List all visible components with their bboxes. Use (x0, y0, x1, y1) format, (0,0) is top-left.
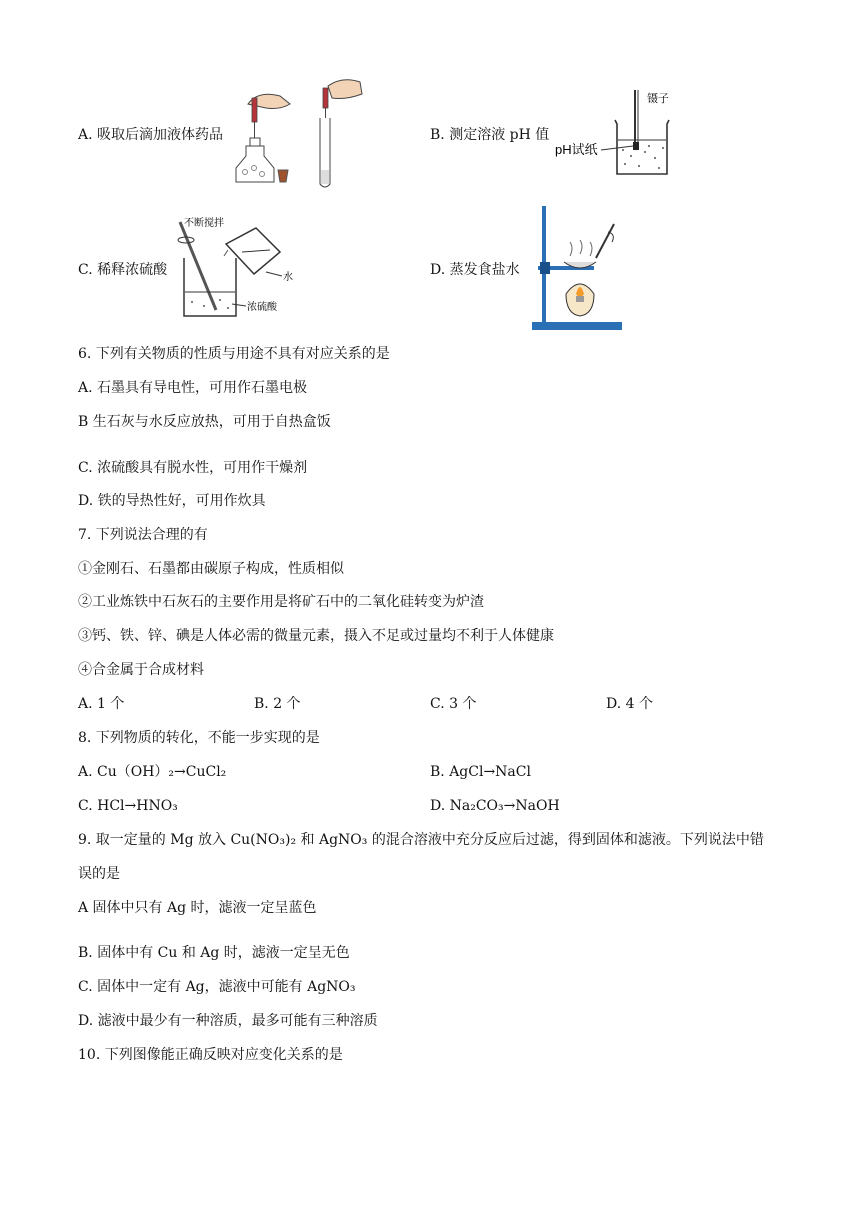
q6-option-c: C. 浓硫酸具有脱水性，可用作干燥剂 (78, 460, 308, 476)
q7-option-c: C. 3 个 (430, 696, 477, 712)
question-8-stem: 8. 下列物质的转化，不能一步实现的是 (78, 730, 320, 746)
q7-option-b: B. 2 个 (254, 696, 301, 712)
question-10-stem: 10. 下列图像能正确反映对应变化关系的是 (78, 1047, 343, 1063)
q7-option-a: A. 1 个 (78, 696, 125, 712)
dropper-figure (230, 74, 370, 194)
q7-statement-3: ③钙、铁、锌、碘是人体必需的微量元素，摄入不足或过量均不利于人体健康 (78, 628, 554, 644)
ph-test-figure (555, 84, 690, 180)
q9-option-a: A 固体中只有 Ag 时，滤液一定呈蓝色 (78, 900, 317, 916)
question-9-stem: 9. 取一定量的 Mg 放入 Cu(NO₃)₂ 和 AgNO₃ 的混合溶液中充分反应后过滤，得到固体和滤液。下列说法中错 (78, 832, 764, 848)
q7-statement-2: ②工业炼铁中石灰石的主要作用是将矿石中的二氧化硅转变为炉渣 (78, 594, 484, 610)
q7-statement-4: ④合金属于合成材料 (78, 662, 204, 678)
question-7-stem: 7. 下列说法合理的有 (78, 527, 208, 543)
q7-option-d: D. 4 个 (606, 696, 653, 712)
q9-option-c: C. 固体中一定有 Ag，滤液中可能有 AgNO₃ (78, 979, 356, 995)
q6-option-d: D. 铁的导热性好，可用作炊具 (78, 493, 266, 509)
stir-label: 不断搅拌 (184, 218, 224, 229)
q8-option-b: B. AgCl→NaCl (430, 764, 531, 780)
water-label: 水 (283, 272, 293, 283)
q8-option-c: C. HCl→HNO₃ (78, 798, 178, 814)
option-5c: C. 稀释浓硫酸 (78, 262, 168, 278)
q7-statement-1: ①金刚石、石墨都由碳原子构成，性质相似 (78, 561, 344, 577)
option-5a: A. 吸取后滴加液体药品 (78, 127, 224, 143)
acid-label: 浓硫酸 (247, 302, 277, 313)
option-5d: D. 蒸发食盐水 (430, 262, 520, 278)
tweezers-label: 镊子 (647, 93, 669, 105)
q9-option-b: B. 固体中有 Cu 和 Ag 时，滤液一定呈无色 (78, 945, 350, 961)
q8-option-d: D. Na₂CO₃→NaOH (430, 798, 560, 814)
q6-option-b: B 生石灰与水反应放热，可用于自热盒饭 (78, 414, 331, 430)
option-5b: B. 测定溶液 pH 值 (430, 127, 550, 143)
question-6-stem: 6. 下列有关物质的性质与用途不具有对应关系的是 (78, 346, 390, 362)
question-9-stem-cont: 误的是 (78, 866, 120, 882)
q6-option-a: A. 石墨具有导电性，可用作石墨电极 (78, 380, 308, 396)
dilution-figure (170, 210, 305, 325)
evaporation-figure (528, 204, 628, 334)
ph-paper-label: pH试纸 (555, 142, 598, 157)
q8-option-a: A. Cu（OH）₂→CuCl₂ (78, 764, 227, 780)
q9-option-d: D. 滤液中最少有一种溶质，最多可能有三种溶质 (78, 1013, 378, 1029)
